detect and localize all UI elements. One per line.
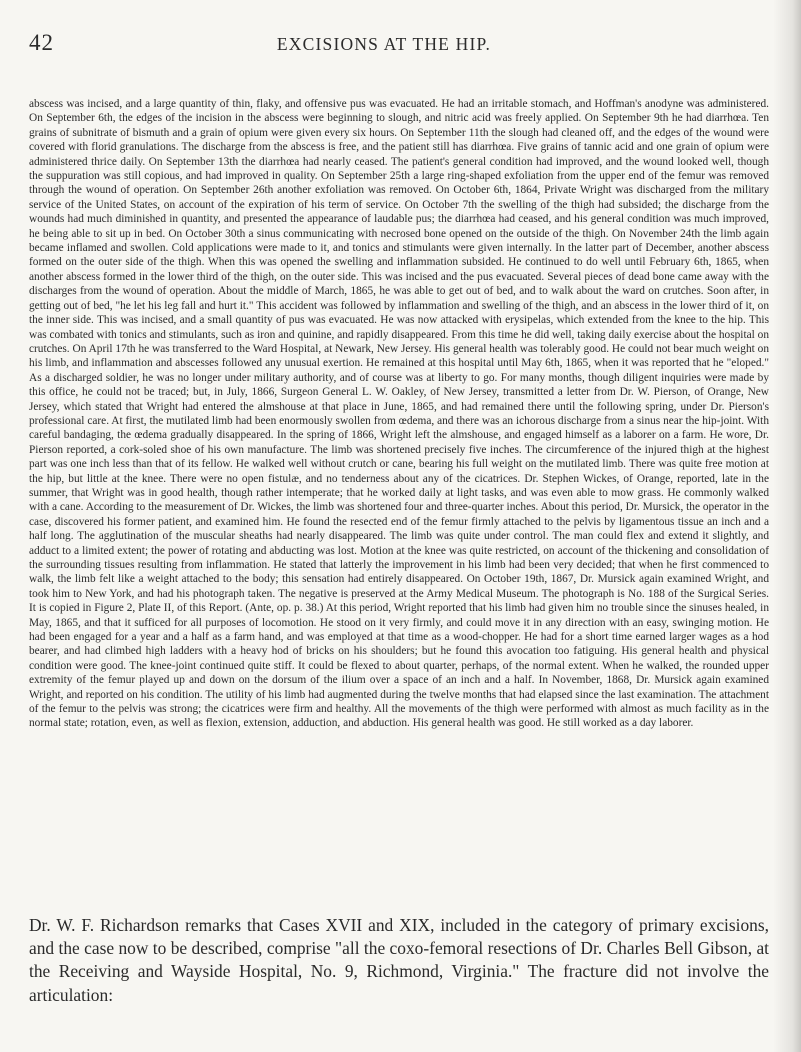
case-narrative-paragraph: abscess was incised, and a large quantity of thin, flaky, and offensive pus was evacuated. He had an irritable stomach, and Hoffman's anodyne was administered. On September 6th, the edges of the incision in the abscess were beginning to slough, and nitric acid was freely applied. On September 9th he had diarrhœa. Ten grains of subnitrate of bismuth and a grain of opium were given every six hours. On September 11th the slough had cleaned off, and the edges of the wound were covered with florid granulations. The discharge from the abscess is free, and the patient still has diarrhœa. Five grains of tannic acid and one grain of opium were administered thrice daily. On September 13th the diarrhœa had nearly ceased. The patient's general condition had improved, and the wound looked well, though the suppuration was still copious, and had improved in quality. On September 25th a large ring-shaped exfoliation from the upper end of the femur was removed through the wound of operation. On September 26th another exfoliation was removed. On October 6th, 1864, Private Wright was discharged from the military service of the United States, on account of the expiration of his term of service. On October 7th the swelling of the thigh had subsided; the discharge from the wounds had much diminished in quantity, and presented the appearance of laudable pus; the diarrhœa had ceased, and his general condition was much improved, he being able to sit up in bed. On October 30th a sinus communicating with necrosed bone opened on the outside of the thigh. On November 24th the limb again became inflamed and swollen. Cold applications were made to it, and tonics and stimulants were given internally. In the latter part of December, another abscess formed on the outer side of the thigh. When this was opened the swelling and inflammation subsided. He continued to do well until February 6th, 1865, when another abscess formed in the lower third of the thigh, on the outer side. This was incised and the pus evacuated. Several pieces of dead bone came away with the discharges from the wound of operation. About the middle of March, 1865, he was able to get out of bed, and to walk about the ward on crutches. Soon after, in getting out of bed, "he let his leg fall and hurt it." This accident was followed by inflammation and swelling of the thigh, and an abscess in the lower third of it, on the inner side. This was incised, and a small quantity of pus was evacuated. He was now attacked with erysipelas, which extended from the knee to the hip. This was combated with tonics and stimulants, such as iron and quinine, and rapidly disappeared. From this time he did well, taking daily exercise about the hospital on crutches. On April 17th he was transferred to the Ward Hospital, at Newark, New Jersey. His general health was tolerably good. He could not bear much weight on his limb, and inflammation and abscesses followed any unusual exertion. He remained at this hospital until May 6th, 1865, when it was reported that he "eloped." As a discharged soldier, he was no longer under military authority, and of course was at liberty to go. For many months, though diligent inquiries were made by this office, he could not be traced; but, in July, 1866, Surgeon General L. W. Oakley, of New Jersey, transmitted a letter from Dr. W. Pierson, of Orange, New Jersey, which stated that Wright had entered the almshouse at that place in June, 1865, and had remained there until the following spring, under Dr. Pierson's professional care. At first, the mutilated limb had been enormously swollen from œdema, and there was an ichorous discharge from a sinus near the hip-joint. With careful bandaging, the œdema gradually disappeared. In the spring of 1866, Wright left the almshouse, and engaged himself as a laborer on a farm. He wore, Dr. Pierson reported, a cork-soled shoe of his own manufacture. The limb was shortened precisely five inches. The circumference of the injured thigh at the highest part was one inch less than that of its fellow. He walked well without crutch or cane, bearing his full weight on the mutilated limb. There was quite free motion at the hip, but little at the knee. There were no open fistulæ, and no tenderness about any of the cicatrices. Dr. Stephen Wickes, of Orange, reported, late in the summer, that Wright was in good health, though rather intemperate; that he worked daily at light tasks, and was even able to mow grass. He commonly walked with a cane. According to the measurement of Dr. Wickes, the limb was shortened four and three-quarter inches. About this period, Dr. Mursick, the operator in the case, discovered his former patient, and examined him. He found the resected end of the femur firmly attached to the pelvis by ligamentous tissue an inch and a half long. The agglutination of the muscular sheaths had nearly disappeared. The limb was quite under control. The man could flex and extend it slightly, and adduct to a limited extent; the power of rotating and abducting was lost. Motion at the knee was quite restricted, on account of the thickening and consolidation of the surrounding tissues resulting from inflammation. He stated that latterly the improvement in his limb had been very decided; that when he first commenced to walk, the limb felt like a weight attached to the body; this sensation had entirely disappeared. On October 19th, 1867, Dr. Mursick again examined Wright, and took him to New York, and had his photograph taken. The negative is preserved at the Army Medical Museum. The photograph is No. 188 of the Surgical Series. It is copied in Figure 2, Plate II, of this Report. (Ante, op. p. 38.) At this period, Wright reported that his limb had given him no trouble since the sinuses healed, in May, 1865, and that it sufficed for all purposes of locomotion. He stood on it very firmly, and could move it in any direction with an easy, swinging motion. He had been engaged for a year and a half as a farm hand, and was employed at that time as a wood-chopper. He had for a short time earned larger wages as a hod bearer, and had climbed high ladders with a heavy hod of bricks on his shoulders; but he found this avocation too fatiguing. His general health and physical condition were good. The knee-joint continued quite stiff. It could be flexed to about quarter, perhaps, of the normal extent. When he walked, the rounded upper extremity of the femur played up and down on the dorsum of the ilium over a space of an inch and a half. In November, 1868, Dr. Mursick again examined Wright, and reported on his condition. The utility of his limb had augmented during the twelve months that had elapsed since the last examination. The attachment of the femur to the pelvis was strong; the cicatrices were firm and healthy. All the movements of the thigh were performed with almost as much facility as in the normal state; rotation, even, as well as flexion, extension, adduction, and abduction. His general health was good. He still worked as a day laborer. [29,98,769,730]
remarks-paragraph: Dr. W. F. Richardson remarks that Cases XVII and XIX, included in the category of primary excisions, and the case now to be described, comprise "all the coxo-femoral resections of Dr. Charles Bell Gibson, at the Receiving and Wayside Hospital, No. 9, Richmond, Virginia." The fracture did not involve the articulation: [29,915,769,1005]
page-edge-shadow [773,0,801,1052]
page-number: 42 [29,30,54,55]
page-header [29,30,769,60]
running-head: EXCISIONS AT THE HIP. [276,34,492,54]
